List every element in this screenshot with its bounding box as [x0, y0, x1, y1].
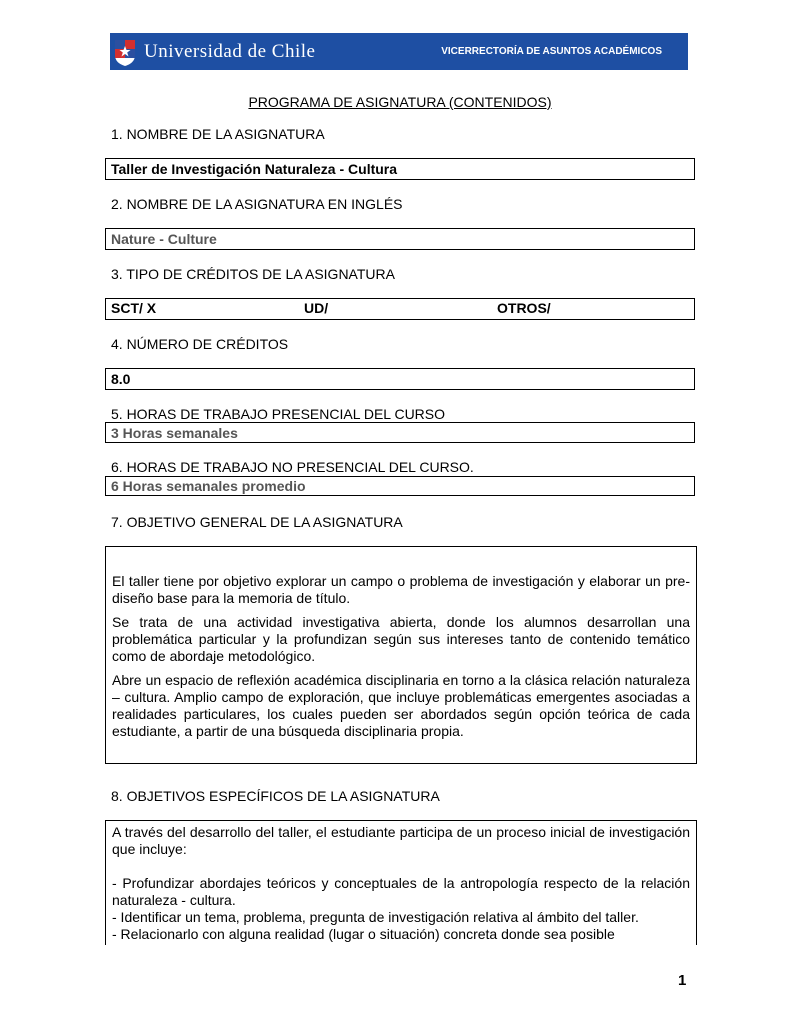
course-name-field: Taller de Investigación Naturaleza - Cultura — [105, 158, 695, 180]
credit-type-field — [105, 298, 695, 320]
general-objective-paragraph-3: Abre un espacio de reflexión académica disciplinaria en torno a la clásica relación naturaleza – cultura. Amplio campo de exploración, que incluye problemáticas emergentes asociadas a realidades particulares, los cuales pueden ser abordados según opción teórica de cada estudiante, a partir de una búsqueda disciplinaria propia. — [112, 672, 690, 739]
credit-type-otros: OTROS/ — [497, 300, 551, 316]
office-name: VICERRECTORÍA DE ASUNTOS ACADÉMICOS — [441, 46, 662, 57]
specific-objectives-intro: A través del desarrollo del taller, el estudiante participa de un proceso inicial de investigación que incluye: — [112, 824, 690, 857]
course-name-english-field: Nature - Culture — [105, 228, 695, 250]
credit-type-ud: UD/ — [304, 300, 329, 316]
section-6-heading: 6. HORAS DE TRABAJO NO PRESENCIAL DEL CURSO. — [111, 459, 474, 475]
general-objective-paragraph-2: Se trata de una actividad investigativa abierta, donde los alumnos desarrollan una problemática particular y la profundizan según sus intereses tanto de contenido temático como de abordaje metodológico. — [112, 614, 690, 664]
credits-number-field: 8.0 — [105, 368, 695, 390]
specific-objective-3: - Relacionarlo con alguna realidad (lugar o situación) concreta donde sea posible — [112, 926, 615, 942]
specific-objectives-box — [105, 820, 697, 945]
section-4-heading: 4. NÚMERO DE CRÉDITOS — [111, 336, 289, 352]
section-1-heading: 1. NOMBRE DE LA ASIGNATURA — [111, 126, 325, 142]
university-name: Universidad de Chile — [144, 40, 316, 62]
specific-objective-2: - Identificar un tema, problema, pregunta de investigación relativa al ámbito del taller. — [112, 909, 639, 925]
page-number: 1 — [678, 972, 687, 989]
section-7-heading: 7. OBJETIVO GENERAL DE LA ASIGNATURA — [111, 514, 403, 530]
specific-objective-1: - Profundizar abordajes teóricos y conceptuales de la antropología respecto de la relación naturaleza - cultura. — [112, 875, 690, 908]
section-3-heading: 3. TIPO DE CRÉDITOS DE LA ASIGNATURA — [111, 266, 395, 282]
in-person-hours-field: 3 Horas semanales — [105, 422, 695, 443]
header-banner — [110, 33, 688, 70]
credit-type-sct: SCT/ X — [111, 300, 157, 316]
section-5-heading: 5. HORAS DE TRABAJO PRESENCIAL DEL CURSO — [111, 406, 446, 422]
document-title: PROGRAMA DE ASIGNATURA (CONTENIDOS) — [248, 94, 552, 110]
general-objective-paragraph-1: El taller tiene por objetivo explorar un campo o problema de investigación y elaborar un pre-diseño base para la memoria de título. — [112, 573, 690, 606]
general-objective-box — [105, 546, 697, 764]
section-2-heading: 2. NOMBRE DE LA ASIGNATURA EN INGLÉS — [111, 196, 403, 212]
university-crest-icon — [114, 37, 136, 67]
section-8-heading: 8. OBJETIVOS ESPECÍFICOS DE LA ASIGNATURA — [111, 788, 440, 804]
remote-hours-field: 6 Horas semanales promedio — [105, 476, 695, 496]
